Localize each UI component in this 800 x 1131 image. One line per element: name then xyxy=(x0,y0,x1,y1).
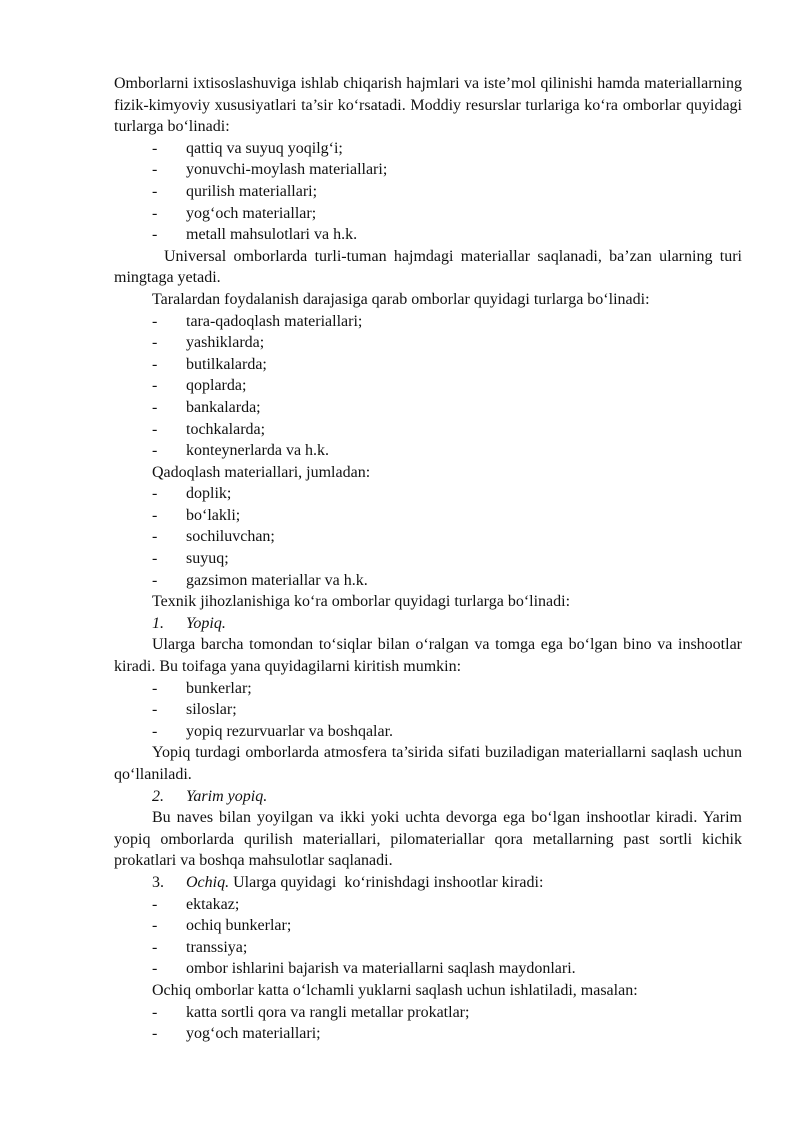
list-item: - transsiya; xyxy=(114,937,742,959)
list-item: - ektakaz; xyxy=(114,894,742,916)
list-bullet: - xyxy=(152,528,158,546)
list-item: - sochiluvchan; xyxy=(114,526,742,548)
list-bullet: - xyxy=(152,182,158,200)
paragraph-tara: Taralardan foydalanish darajasiga qarab omborlar quyidagi turlarga bo‘linadi: xyxy=(152,290,650,308)
section-heading-closed xyxy=(114,613,742,635)
section-number: 2. xyxy=(152,787,164,805)
list-item: - doplik; xyxy=(114,483,742,505)
list-item: - butilkalarda; xyxy=(114,354,742,376)
list-bullet: - xyxy=(152,1003,158,1021)
list-item: - tara-qadoqlash materiallari; xyxy=(114,311,742,333)
list-bullet: - xyxy=(152,917,158,935)
list-item: - yashiklarda; xyxy=(114,332,742,354)
paragraph-open-usage: Ochiq omborlar katta o‘lchamli yuklarni saqlash uchun ishlatiladi, masalan: xyxy=(152,981,638,999)
list-item: - bankalarda; xyxy=(114,397,742,419)
list-item: - ombor ishlarini bajarish va materiallarni saqlash maydonlari. xyxy=(114,958,742,980)
section-title: Yarim yopiq. xyxy=(186,787,268,805)
list-item: - qattiq va suyuq yoqilg‘i; xyxy=(114,138,742,160)
list-bullet: - xyxy=(152,550,158,568)
list-item: - gazsimon materiallar va h.k. xyxy=(114,570,742,592)
list-bullet: - xyxy=(152,1025,158,1043)
list-bullet: - xyxy=(152,722,158,740)
list-packaging-types xyxy=(114,483,742,591)
list-bullet: - xyxy=(152,895,158,913)
list-item: - konteynerlarda va h.k. xyxy=(114,440,742,462)
list-item: - yopiq rezurvuarlar va boshqalar. xyxy=(114,721,742,743)
list-item: - ochiq bunkerlar; xyxy=(114,915,742,937)
list-item: - siloslar; xyxy=(114,699,742,721)
list-bullet: - xyxy=(152,161,158,179)
list-bullet: - xyxy=(152,701,158,719)
list-bullet: - xyxy=(152,679,158,697)
paragraph-closed-usage: Yopiq turdagi omborlarda atmosfera ta’sirida sifati buziladigan materiallarni saqlash uchun qo‘llaniladi. xyxy=(114,744,742,783)
list-item: - qoplarda; xyxy=(114,375,742,397)
document-page xyxy=(114,73,742,1045)
section-title-rest: Ularga quyidagi ko‘rinishdagi inshootlar kiradi: xyxy=(229,873,544,891)
section-title: Ochiq. xyxy=(186,873,230,891)
list-bullet: - xyxy=(152,938,158,956)
list-item: - metall mahsulotlari va h.k. xyxy=(114,224,742,246)
paragraph-technical: Texnik jihozlanishiga ko‘ra omborlar quyidagi turlarga bo‘linadi: xyxy=(152,593,571,611)
list-open-examples xyxy=(114,1002,742,1045)
list-bullet: - xyxy=(152,139,158,157)
paragraph-universal: Universal omborlarda turli-tuman hajmdagi materiallar saqlanadi, ba’zan ularning turi mingtaga yetadi. xyxy=(114,247,742,287)
paragraph-closed: Ularga barcha tomondan to‘siqlar bilan o‘ralgan va tomga ega bo‘lgan bino va inshootlar kiradi. Bu toifaga yana quyidagilarni kiritish mumkin: xyxy=(114,636,742,676)
section-number: 3. xyxy=(152,873,164,891)
paragraph-intro: Omborlarni ixtisoslashuviga ishlab chiqarish hajmlari va iste’mol qilinishi hamda materiallarning fizik-kimyoviy xususiyatlari ta’sir ko‘rsatadi. Moddiy resurslar turlariga ko‘ra omborlar quyidagi turlarga bo‘linadi: xyxy=(114,75,742,136)
list-bullet: - xyxy=(152,571,158,589)
list-bullet: - xyxy=(152,420,158,438)
list-bullet: - xyxy=(152,204,158,222)
list-bullet: - xyxy=(152,485,158,503)
section-number: 1. xyxy=(152,614,164,632)
list-bullet: - xyxy=(152,334,158,352)
list-bullet: - xyxy=(152,355,158,373)
section-heading-open xyxy=(114,872,742,894)
list-bullet: - xyxy=(152,312,158,330)
list-open-types xyxy=(114,894,742,980)
list-tara-types xyxy=(114,311,742,462)
list-closed-types xyxy=(114,678,742,743)
list-bullet: - xyxy=(152,960,158,978)
list-item: - yonuvchi-moylash materiallari; xyxy=(114,159,742,181)
list-bullet: - xyxy=(152,506,158,524)
list-item: - tochkalarda; xyxy=(114,419,742,441)
paragraph-packaging: Qadoqlash materiallari, jumladan: xyxy=(152,463,371,481)
list-item: - qurilish materiallari; xyxy=(114,181,742,203)
list-bullet: - xyxy=(152,377,158,395)
list-item: - bo‘lakli; xyxy=(114,505,742,527)
section-heading-semi-closed xyxy=(114,786,742,808)
section-title: Yopiq. xyxy=(186,614,226,632)
list-resource-types xyxy=(114,138,742,246)
paragraph-semi-closed: Bu naves bilan yoyilgan va ikki yoki uchta devorga ega bo‘lgan inshootlar kiradi. Yarim yopiq omborlarda qurilish materiallari, pilomateriallar qora metallarning past sortli kichik prokatlari va boshqa mahsulotlar saqlanadi. xyxy=(114,809,742,870)
list-bullet: - xyxy=(152,398,158,416)
list-bullet: - xyxy=(152,226,158,244)
list-item: - yog‘och materiallari; xyxy=(114,1023,742,1045)
list-item: - yog‘och materiallar; xyxy=(114,203,742,225)
list-item: - bunkerlar; xyxy=(114,678,742,700)
list-item: - suyuq; xyxy=(114,548,742,570)
list-bullet: - xyxy=(152,442,158,460)
list-item: - katta sortli qora va rangli metallar prokatlar; xyxy=(114,1002,742,1024)
